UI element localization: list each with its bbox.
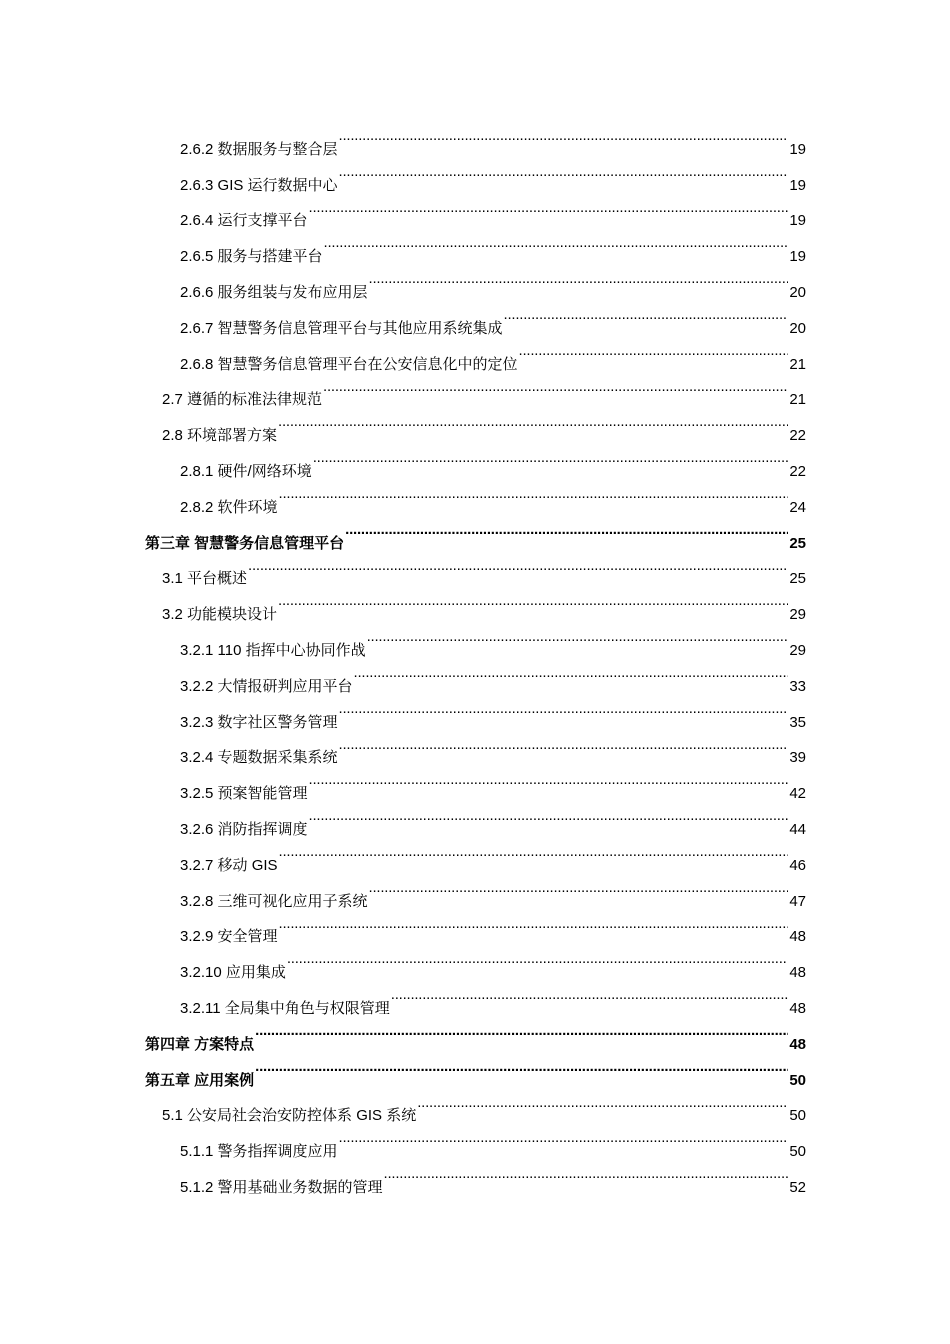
toc-entry-page-number: 39 <box>789 749 806 767</box>
toc-entry-page-number: 19 <box>789 176 806 194</box>
toc-dot-leader <box>369 261 789 297</box>
toc-entry-title: 5.1 公安局社会治安防控体系 GIS 系统 <box>162 1107 417 1125</box>
toc-entry-page-number: 44 <box>789 820 806 838</box>
toc-dot-leader <box>278 404 788 440</box>
toc-entry-title: 第五章 应用案例 <box>145 1071 255 1089</box>
toc-dot-leader <box>339 1120 789 1156</box>
toc-entry-page-number: 48 <box>789 964 806 982</box>
toc-entry-title: 2.7 遵循的标准法律规范 <box>162 391 323 409</box>
toc-dot-leader <box>519 333 789 369</box>
toc-dot-leader <box>279 834 789 870</box>
toc-entry-page-number: 24 <box>789 498 806 516</box>
toc-entry-page-number: 21 <box>789 391 806 409</box>
toc-entry-title: 第四章 方案特点 <box>145 1035 255 1053</box>
toc-dot-leader <box>504 297 789 333</box>
toc-entry-title: 3.2.5 预案智能管理 <box>180 785 308 803</box>
toc-entry-page-number: 22 <box>789 462 806 480</box>
toc-dot-leader <box>339 154 789 190</box>
toc-dot-leader <box>279 476 789 512</box>
toc-dot-leader <box>313 440 789 476</box>
toc-dot-leader <box>287 941 788 977</box>
toc-entry-page-number: 48 <box>789 1035 806 1053</box>
toc-entry-title: 2.8.2 软件环境 <box>180 498 278 516</box>
toc-dot-leader <box>384 1156 789 1192</box>
toc-dot-leader <box>345 512 788 548</box>
toc-dot-leader <box>324 225 789 261</box>
toc-dot-leader <box>339 118 789 154</box>
toc-entry-title: 2.6.6 服务组装与发布应用层 <box>180 283 368 301</box>
toc-entry-page-number: 33 <box>789 677 806 695</box>
toc-entry-title: 3.2 功能模块设计 <box>162 606 278 624</box>
toc-entry-title: 2.6.3 GIS 运行数据中心 <box>180 176 338 194</box>
toc-entry-page-number: 25 <box>789 534 806 552</box>
toc-entry-title: 5.1.1 警务指挥调度应用 <box>180 1143 338 1161</box>
toc-entry-page-number: 19 <box>789 140 806 158</box>
toc-entry-page-number: 50 <box>789 1107 806 1125</box>
toc-entry-title: 3.2.11 全局集中角色与权限管理 <box>180 999 390 1017</box>
toc-entry-page-number: 19 <box>789 248 806 266</box>
toc-entry-title: 2.6.2 数据服务与整合层 <box>180 140 338 158</box>
toc-entry-page-number: 19 <box>789 212 806 230</box>
toc-dot-leader <box>255 1049 788 1085</box>
toc-dot-leader <box>309 762 789 798</box>
toc-dot-leader <box>391 977 789 1013</box>
toc-entry-title: 3.2.6 消防指挥调度 <box>180 820 308 838</box>
toc-entry-title: 3.2.4 专题数据采集系统 <box>180 749 338 767</box>
toc-entry-title: 5.1.2 警用基础业务数据的管理 <box>180 1178 383 1196</box>
toc-entry-title: 3.2.1 110 指挥中心协同作战 <box>180 641 366 659</box>
toc-entry-title: 3.2.3 数字社区警务管理 <box>180 713 338 731</box>
table-of-contents <box>145 118 806 1196</box>
toc-dot-leader <box>255 1013 788 1049</box>
toc-entry-title: 3.1 平台概述 <box>162 570 248 588</box>
toc-entry-title: 2.6.8 智慧警务信息管理平台在公安信息化中的定位 <box>180 355 518 373</box>
toc-entry-title: 3.2.10 应用集成 <box>180 964 286 982</box>
toc-dot-leader <box>367 619 789 655</box>
toc-entry-page-number: 35 <box>789 713 806 731</box>
toc-dot-leader <box>309 190 789 226</box>
toc-dot-leader <box>309 798 789 834</box>
toc-entry-page-number: 50 <box>789 1143 806 1161</box>
toc-dot-leader <box>339 727 789 763</box>
toc-dot-leader <box>279 906 789 942</box>
toc-entry-title: 2.6.5 服务与搭建平台 <box>180 248 323 266</box>
toc-entry-title: 2.6.7 智慧警务信息管理平台与其他应用系统集成 <box>180 319 503 337</box>
toc-entry-page-number: 48 <box>789 999 806 1017</box>
toc-dot-leader <box>354 655 789 691</box>
toc-dot-leader <box>369 870 789 906</box>
toc-entry-page-number: 46 <box>789 856 806 874</box>
toc-entry-title: 3.2.7 移动 GIS <box>180 856 278 874</box>
toc-entry-page-number: 21 <box>789 355 806 373</box>
toc-entry-page-number: 52 <box>789 1178 806 1196</box>
toc-dot-leader <box>339 691 789 727</box>
toc-entry-title: 第三章 智慧警务信息管理平台 <box>145 534 345 552</box>
toc-entry-title: 3.2.2 大情报研判应用平台 <box>180 677 353 695</box>
toc-entry[interactable] <box>145 118 806 158</box>
toc-entry-page-number: 20 <box>789 283 806 301</box>
toc-entry-page-number: 29 <box>789 606 806 624</box>
toc-dot-leader <box>323 369 788 405</box>
toc-entry-title: 2.6.4 运行支撑平台 <box>180 212 308 230</box>
toc-dot-leader <box>278 583 788 619</box>
toc-entry-page-number: 20 <box>789 319 806 337</box>
toc-entry-page-number: 42 <box>789 785 806 803</box>
toc-entry-page-number: 25 <box>789 570 806 588</box>
toc-entry-title: 2.8.1 硬件/网络环境 <box>180 462 312 480</box>
toc-entry-page-number: 50 <box>789 1071 806 1089</box>
toc-entry-page-number: 29 <box>789 641 806 659</box>
toc-dot-leader <box>417 1085 788 1121</box>
toc-dot-leader <box>248 548 788 584</box>
toc-entry-page-number: 47 <box>789 892 806 910</box>
toc-entry-title: 3.2.8 三维可视化应用子系统 <box>180 892 368 910</box>
toc-entry-page-number: 48 <box>789 928 806 946</box>
toc-entry-page-number: 22 <box>789 427 806 445</box>
toc-entry-title: 2.8 环境部署方案 <box>162 427 278 445</box>
toc-entry-title: 3.2.9 安全管理 <box>180 928 278 946</box>
